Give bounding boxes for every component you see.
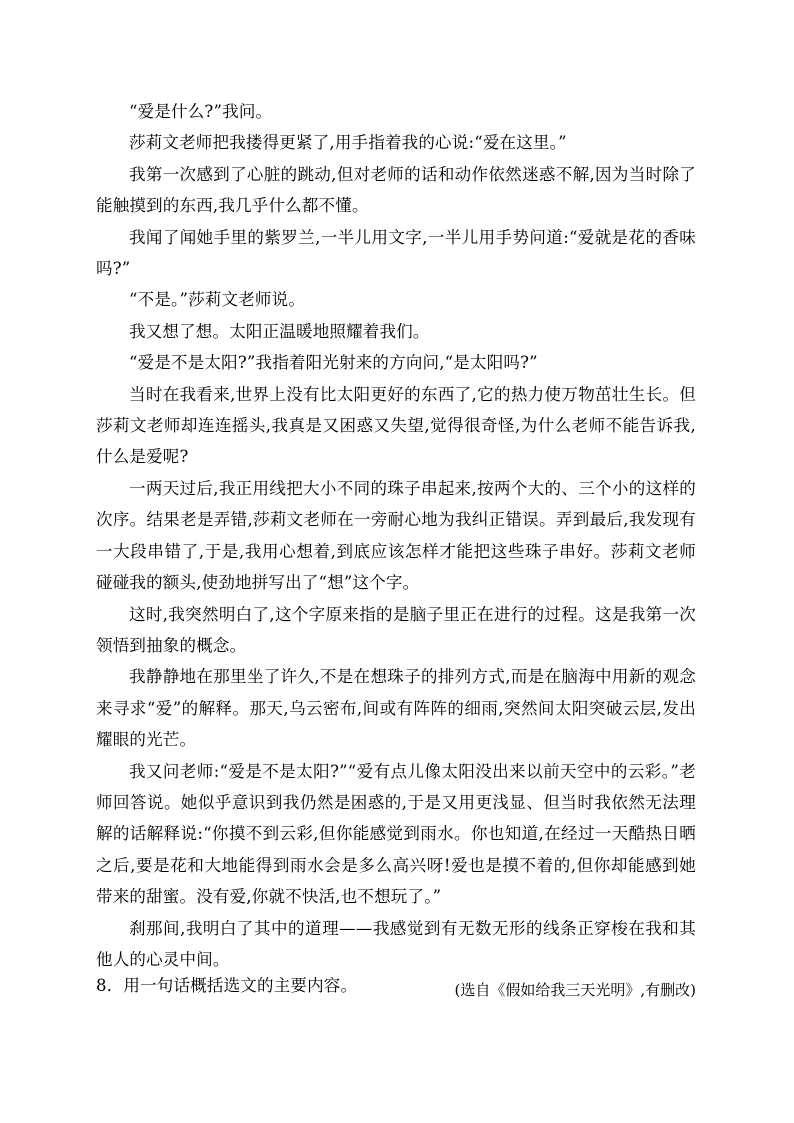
paragraph: 我第一次感到了心脏的跳动,但对老师的话和动作依然迷惑不解,因为当时除了能触摸到的东西,我几乎什么都不懂。	[96, 164, 696, 216]
paragraph: 我又想了想。太阳正温暖地照耀着我们。	[129, 321, 430, 341]
paragraph: 莎莉文老师把我搂得更紧了,用手指着我的心说:“爱在这里。”	[129, 133, 567, 153]
paragraph: “爱是不是太阳?”我指着阳光射来的方向问,“是太阳吗?”	[129, 353, 538, 373]
paragraph: “爱是什么?”我问。	[129, 102, 273, 121]
source-citation: (选自《假如给我三天光明》,有删改)	[454, 981, 696, 1000]
paragraph: 这时,我突然明白了,这个字原来指的是脑子里正在进行的过程。这是我第一次领悟到抽象的概念。	[96, 604, 696, 655]
paragraph: 刹那间,我明白了其中的道理——我感觉到有无数无形的线条正穿梭在我和其他人的心灵中间。	[96, 918, 696, 969]
question-8: 8．用一句话概括选文的主要内容。	[96, 976, 358, 995]
paragraph: “不是。”莎莉文老师说。	[129, 290, 306, 310]
paragraph: 当时在我看来,世界上没有比太阳更好的东西了,它的热力使万物茁壮生长。但莎莉文老师却连连摇头,我真是又困惑又失望,觉得很奇怪,为什么老师不能告诉我,什么是爱呢?	[96, 384, 696, 467]
paragraph: 一两天过后,我正用线把大小不同的珠子串起来,按两个大的、三个小的这样的次序。结果老是弄错,莎莉文老师在一旁耐心地为我纠正错误。弄到最后,我发现有一大段串错了,于是,我用心想着,到底应该怎样才能把这些珠子串好。莎莉文老师碰碰我的额头,使劲地拼写出了“想”这个字。	[96, 478, 696, 593]
paragraph: 我闻了闻她手里的紫罗兰,一半儿用文字,一半儿用手势问道:“爱就是花的香味吗?”	[96, 227, 696, 279]
paragraph: 我又问老师:“爱是不是太阳?”“爱有点儿像太阳没出来以前天空中的云彩。”老师回答说。她似乎意识到我仍然是困惑的,于是又用更浅显、但当时我依然无法理解的话解释说:“你摸不到云彩,但你能感觉到雨水。你也知道,在经过一天酷热日晒之后,要是花和大地能得到雨水会是多么高兴呀!爱也是摸不着的,但你却能感到她带来的甜蜜。没有爱,你就不快活,也不想玩了。”	[96, 761, 696, 907]
paragraph: 我静静地在那里坐了许久,不是在想珠子的排列方式,而是在脑海中用新的观念来寻求“爱”的解释。那天,乌云密布,间或有阵阵的细雨,突然间太阳突破云层,发出耀眼的光芒。	[96, 667, 696, 750]
passage	[96, 96, 696, 1007]
